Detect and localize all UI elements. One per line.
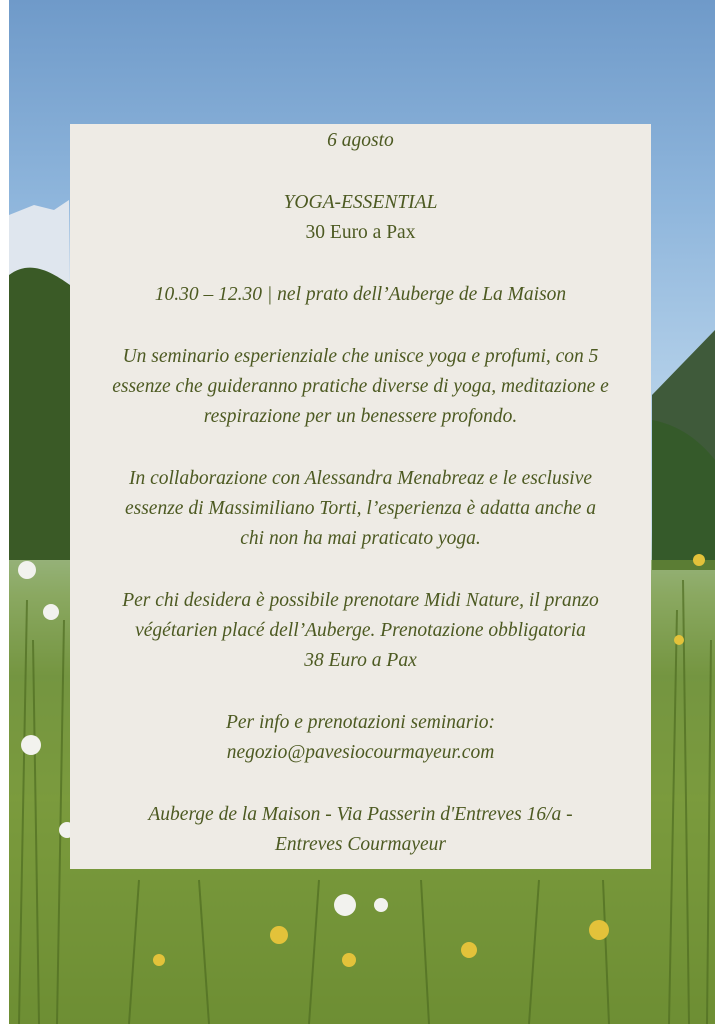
- description-line: respirazione per un benessere profondo.: [203, 406, 518, 427]
- event-title: YOGA-ESSENTIAL: [283, 192, 438, 213]
- description-line: essenze che guideranno pratiche diverse di yoga, meditazione e: [112, 376, 609, 397]
- collaboration-line: In collaborazione con Alessandra Menabreaz e le esclusive: [128, 468, 593, 489]
- event-info-card: [70, 124, 651, 869]
- event-date: 6 agosto: [327, 130, 394, 151]
- info-label: Per info e prenotazioni seminario:: [225, 712, 495, 733]
- contact-email[interactable]: negozio@pavesiocourmayeur.com: [226, 742, 495, 763]
- left-margin: [0, 0, 9, 1024]
- address-line: Auberge de la Maison - Via Passerin d'Entreves 16/a -: [148, 804, 573, 825]
- event-price: 30 Euro a Pax: [305, 222, 416, 243]
- lunch-price: 38 Euro a Pax: [304, 650, 417, 671]
- collaboration-line: chi non ha mai praticato yoga.: [240, 528, 481, 549]
- address-line: Entreves Courmayeur: [275, 834, 446, 855]
- collaboration-line: essenze di Massimiliano Torti, l’esperienza è adatta anche a: [124, 498, 597, 519]
- lunch-line: végétarien placé dell’Auberge. Prenotazione obbligatoria: [135, 620, 586, 641]
- lunch-line: Per chi desidera è possibile prenotare Midi Nature, il pranzo: [122, 590, 599, 611]
- right-margin: [715, 0, 724, 1024]
- description-line: Un seminario esperienziale che unisce yoga e profumi, con 5: [122, 346, 599, 367]
- event-schedule: 10.30 – 12.30 | nel prato dell’Auberge de La Maison: [154, 284, 567, 305]
